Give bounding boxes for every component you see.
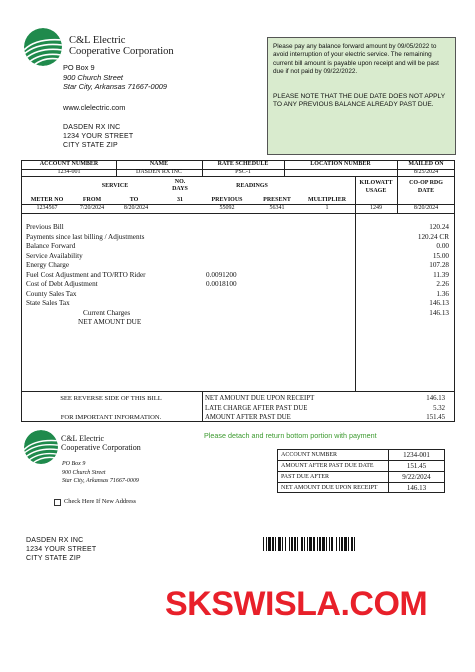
current-charges-amount: 146.13 [429, 308, 449, 317]
header-rate-schedule: RATE SCHEDULE [217, 161, 269, 167]
summary-row [205, 394, 445, 404]
charge-label: Previous Bill [26, 223, 64, 231]
charge-amount: 120.24 CR [417, 232, 449, 241]
customer-city: CITY STATE ZIP [63, 142, 118, 149]
col-meter: METER NO [30, 197, 64, 203]
barcode-bar [331, 537, 333, 551]
stub-table [277, 449, 445, 493]
group-rdg-date [397, 179, 455, 195]
barcode-bar [313, 537, 315, 551]
val-to: 8/20/2024 [123, 205, 149, 211]
stub-address-line2: 900 Church Street [62, 469, 106, 476]
value-rate-schedule: PSC-1 [235, 169, 251, 175]
stub-customer-street: 1234 YOUR STREET [26, 546, 97, 553]
header-mailed-on: MAILED ON [408, 161, 444, 167]
stub-address-line1: PO Box 9 [62, 461, 86, 467]
payment-notice [267, 37, 456, 155]
barcode-bar [339, 537, 340, 551]
val-rdg-date: 8/20/2024 [413, 205, 439, 211]
group-days-line1: NO. [174, 179, 186, 185]
stub-row [277, 482, 445, 493]
barcode-bar [348, 537, 349, 551]
reverse-side-note [21, 394, 201, 422]
charge-amount: 15.00 [432, 251, 449, 260]
barcode-bar [322, 537, 325, 551]
charge-row [26, 242, 449, 252]
summary-amounts [205, 394, 445, 423]
stub-label: PAST DUE AFTER [281, 474, 330, 480]
stub-company-name-line1: C&L Electric [61, 434, 105, 443]
charge-amount: 11.39 [433, 270, 449, 279]
charge-row [26, 299, 449, 309]
notice-warning: PLEASE NOTE THAT THE DUE DATE DOES NOT APPLY TO ANY PREVIOUS BALANCE ALREADY PAST DUE. [273, 92, 445, 109]
stub-label: ACCOUNT NUMBER [281, 452, 338, 458]
group-kwh-line2: USAGE [365, 188, 387, 194]
stub-customer-address [26, 536, 96, 563]
company-address-line1: PO Box 9 [63, 63, 95, 72]
value-mailed-on: 8/25/2024 [413, 169, 439, 175]
company-name [69, 35, 174, 57]
barcode-bar [291, 537, 293, 551]
company-logo-icon [24, 28, 62, 66]
val-from: 7/20/2024 [79, 205, 105, 211]
charge-row [26, 261, 449, 271]
charge-amount: 120.24 [429, 223, 449, 231]
charge-rate: 0.0091200 [206, 270, 237, 279]
val-previous: 55092 [219, 205, 235, 211]
company-address-line3: Star City, Arkansas 71667-0009 [63, 82, 167, 91]
charge-row [26, 223, 449, 233]
barcode-bar [304, 537, 305, 551]
group-kwh [355, 179, 397, 195]
barcode-bar [278, 537, 281, 551]
group-readings: READINGS [236, 183, 268, 189]
barcode-bar [263, 537, 264, 551]
barcode-bar [341, 537, 343, 551]
current-charges-label: Current Charges [83, 308, 131, 317]
net-amount-due-label: NET AMOUNT DUE [78, 318, 142, 326]
val-present: 56341 [269, 205, 285, 211]
stub-value: 1234-001 [388, 450, 444, 460]
stub-value: 9/22/2024 [388, 472, 444, 482]
group-days [162, 179, 198, 193]
barcode-bar [301, 537, 303, 551]
val-multiplier: 1 [325, 205, 329, 211]
barcode-bar [266, 537, 267, 551]
barcode-bar [319, 537, 321, 551]
charge-label: County Sales Tax [26, 289, 77, 298]
barcode-bar [351, 537, 353, 551]
company-name-line2: Cooperative Corporation [69, 46, 174, 57]
new-address-checkbox[interactable] [54, 499, 61, 506]
col-multiplier: MULTIPLIER [307, 197, 347, 203]
summary-amount: 151.45 [426, 414, 445, 421]
charge-label: Payments since last billing / Adjustments [26, 232, 145, 241]
stub-row [277, 460, 445, 471]
reverse-side-line1: SEE REVERSE SIDE OF THIS BILL [60, 395, 162, 402]
charge-row [26, 233, 449, 243]
summary-amount: 146.13 [426, 395, 445, 402]
summary-row [205, 404, 445, 414]
stub-value: 151.45 [388, 461, 444, 471]
charge-amount: 146.13 [429, 299, 449, 307]
summary-row [205, 413, 445, 423]
barcode-icon [263, 537, 453, 551]
company-address-line2: 900 Church Street [63, 72, 123, 82]
barcode-bar [354, 537, 355, 551]
stub-logo-icon [24, 430, 58, 464]
barcode-bar [275, 537, 276, 551]
group-rdg-date-line2: DATE [417, 188, 435, 194]
summary-label: LATE CHARGE AFTER PAST DUE [205, 404, 308, 412]
charge-amount: 1.36 [436, 289, 449, 298]
detach-instruction: Please detach and return bottom portion with payment [204, 431, 377, 440]
barcode-bar [297, 537, 298, 551]
summary-label: AMOUNT AFTER PAST DUE [205, 414, 291, 421]
stub-company-name [61, 434, 141, 452]
barcode-bar [294, 537, 296, 551]
charge-rate: 0.0018100 [206, 280, 237, 288]
new-address-label: Check Here If New Address [64, 498, 137, 505]
group-days-line2: DAYS [172, 186, 188, 192]
company-name-line1: C&L Electric [69, 35, 126, 46]
stub-label: NET AMOUNT DUE UPON RECEIPT [281, 485, 378, 491]
group-kwh-line1: KILOWATT [359, 180, 393, 186]
group-service: SERVICE [101, 183, 129, 189]
watermark-text: SKSWISLA.COM [165, 585, 428, 623]
col-previous: PREVIOUS [211, 197, 243, 203]
header-name: NAME [149, 161, 169, 167]
barcode-bar [282, 537, 283, 551]
stub-value: 146.13 [388, 483, 444, 492]
stub-company-address [62, 460, 139, 486]
charge-row [26, 271, 449, 281]
stub-address-line3: Star City, Arkansas 71667-0009 [62, 478, 139, 484]
barcode-bar [309, 537, 312, 551]
charge-amount: 107.28 [429, 261, 449, 269]
customer-street: 1234 YOUR STREET [63, 133, 134, 140]
net-amount-due-row [26, 318, 449, 328]
barcode-bar [272, 537, 274, 551]
charge-label: Balance Forward [26, 242, 76, 250]
stub-row [277, 449, 445, 460]
stub-row [277, 471, 445, 482]
value-name: DASDEN RX INC [135, 169, 182, 175]
col-from: FROM [82, 197, 102, 203]
col-days: 31 [177, 197, 183, 203]
barcode-bar [289, 537, 290, 551]
barcode-bar [317, 537, 318, 551]
charges-list [26, 223, 449, 328]
stub-customer-city: CITY STATE ZIP [26, 555, 81, 562]
val-kwh: 1249 [370, 205, 382, 211]
summary-label: NET AMOUNT DUE UPON RECEIPT [205, 395, 315, 402]
company-address [63, 63, 167, 92]
account-table [21, 160, 455, 177]
header-account-number: ACCOUNT NUMBER [39, 161, 99, 167]
barcode-bar [268, 537, 271, 551]
charge-label: Cost of Debt Adjustment [26, 280, 98, 288]
col-to: TO [129, 197, 139, 203]
charge-label: State Sales Tax [26, 299, 70, 307]
charge-row [26, 252, 449, 262]
stub-customer-name: DASDEN RX INC [26, 537, 84, 544]
charge-label: Energy Charge [26, 261, 70, 269]
barcode-bar [326, 537, 327, 551]
reverse-side-line2: FOR IMPORTANT INFORMATION. [60, 413, 162, 421]
group-rdg-date-line1: CO-OP RDG [409, 180, 443, 186]
col-present: PRESENT [263, 197, 291, 203]
meter-table [21, 177, 455, 214]
barcode-bar [344, 537, 347, 551]
customer-name: DASDEN RX INC [63, 124, 121, 131]
charge-label: Service Availability [26, 251, 83, 260]
barcode-bar [285, 537, 286, 551]
charge-amount: 2.26 [436, 280, 449, 288]
charge-row [26, 280, 449, 290]
stub-company-name-line2: Cooperative Corporation [61, 443, 141, 452]
customer-address [63, 123, 133, 150]
charge-row [26, 290, 449, 300]
header-location-number: LOCATION NUMBER [310, 161, 371, 167]
barcode-bar [329, 537, 330, 551]
val-meter: 1234567 [36, 205, 58, 211]
barcode-bar [336, 537, 337, 551]
company-website[interactable]: www.clelectric.com [63, 103, 126, 112]
charge-amount: 0.00 [436, 242, 449, 250]
barcode-bar [307, 537, 308, 551]
charge-label: Fuel Cost Adjustment and TO/RTO Rider [26, 270, 146, 279]
current-charges-row [26, 309, 449, 319]
stub-label: AMOUNT AFTER PAST DUE DATE [281, 463, 374, 469]
value-account-number: 1234-001 [57, 169, 81, 175]
notice-text: Please pay any balance forward amount by 09/05/2022 to avoid interruption of your electric service. The remaining current bill amount is payable upon receipt and will be past due if not paid by 09/22/2022. [273, 43, 439, 76]
summary-amount: 5.32 [433, 404, 445, 412]
